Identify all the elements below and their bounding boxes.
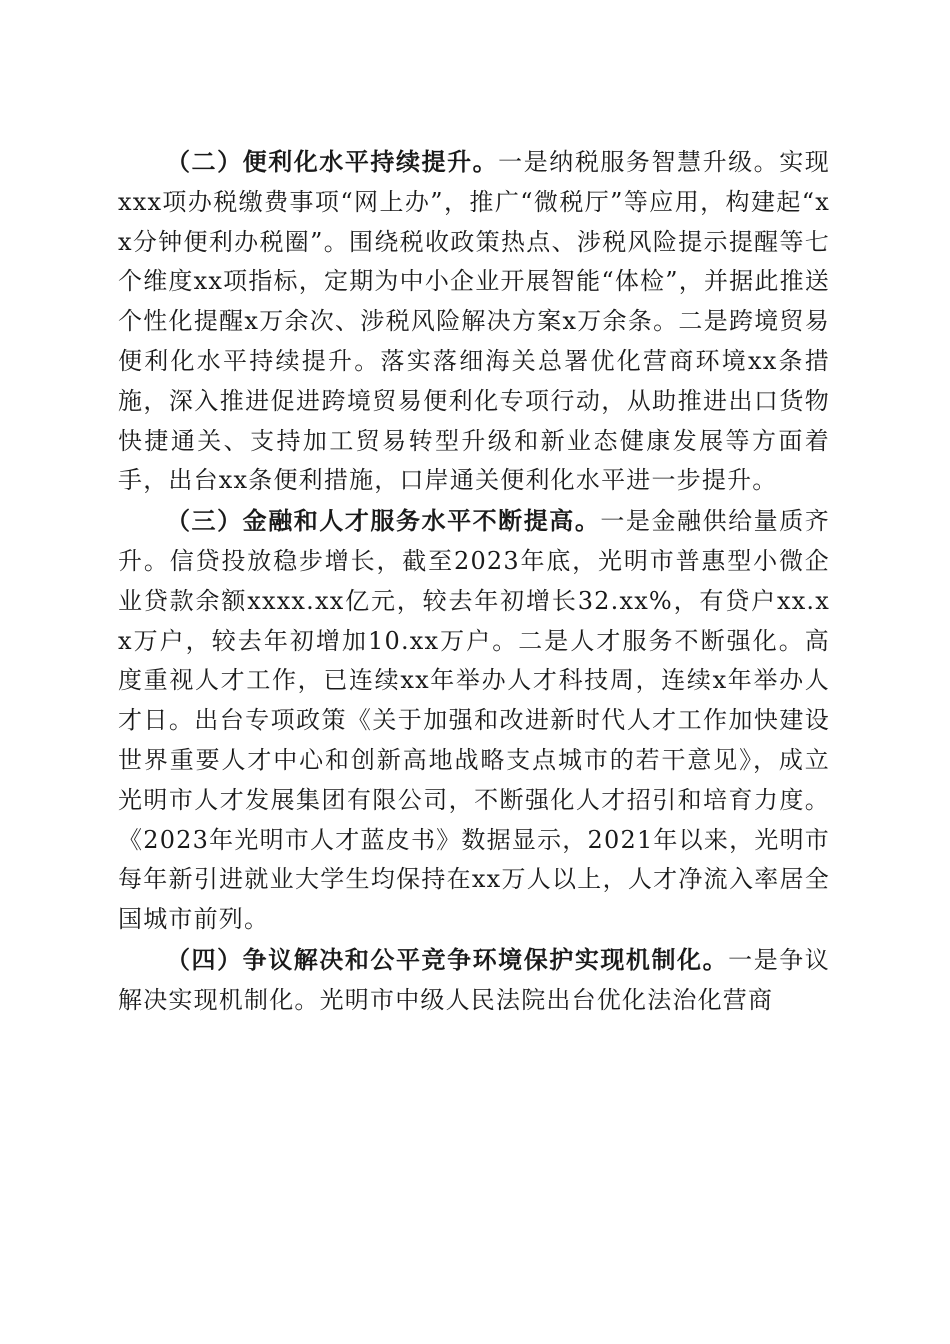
- paragraph-text: 一是金融供给量质齐升。信贷投放稳步增长，截至2023年底，光明市普惠型小微企业贷款余额xxxx.xx亿元，较去年初增长32.xx%，有贷户xx.xx万户，较去年初增加10.xx万户。二是人才服务不断强化。高度重视人才工作，已连续xx年举办人才科技周，连续x年举办人才日。出台专项政策《关于加强和改进新时代人才工作加快建设世界重要人才中心和创新高地战略支点城市的若干意见》，成立光明市人才发展集团有限公司，不断强化人才招引和培育力度。《2023年光明市人才蓝皮书》数据显示，2021年以来，光明市每年新引进就业大学生均保持在xx万人以上，人才净流入率居全国城市前列。: [118, 507, 830, 934]
- paragraph-heading: （二）便利化水平持续提升。: [166, 147, 499, 176]
- paragraph-text: 一是争议解决实现机制化。光明市中级人民法院出台优化法治化营商: [118, 945, 830, 1014]
- paragraph-convenience: [118, 142, 830, 501]
- paragraph-text: 一是纳税服务智慧升级。实现xxx项办税缴费事项“网上办”，推广“微税厅”等应用，构建起“xx分钟便利办税圈”。围绕税收政策热点、涉税风险提示提醒等七个维度xx项指标，定期为中小企业开展智能“体检”，并据此推送个性化提醒x万余次、涉税风险解决方案x万余条。二是跨境贸易便利化水平持续提升。落实落细海关总署优化营商环境xx条措施，深入推进促进跨境贸易便利化专项行动，从助推进出口货物快捷通关、支持加工贸易转型升级和新业态健康发展等方面着手，出台xx条便利措施，口岸通关便利化水平进一步提升。: [118, 148, 830, 495]
- document-body: [118, 142, 830, 1021]
- paragraph-heading: （四）争议解决和公平竞争环境保护实现机制化。: [166, 944, 729, 974]
- paragraph-heading: （三）金融和人才服务水平不断提高。: [166, 506, 601, 536]
- paragraph-dispute-resolution: [118, 940, 830, 1021]
- paragraph-finance-talent: [118, 501, 830, 940]
